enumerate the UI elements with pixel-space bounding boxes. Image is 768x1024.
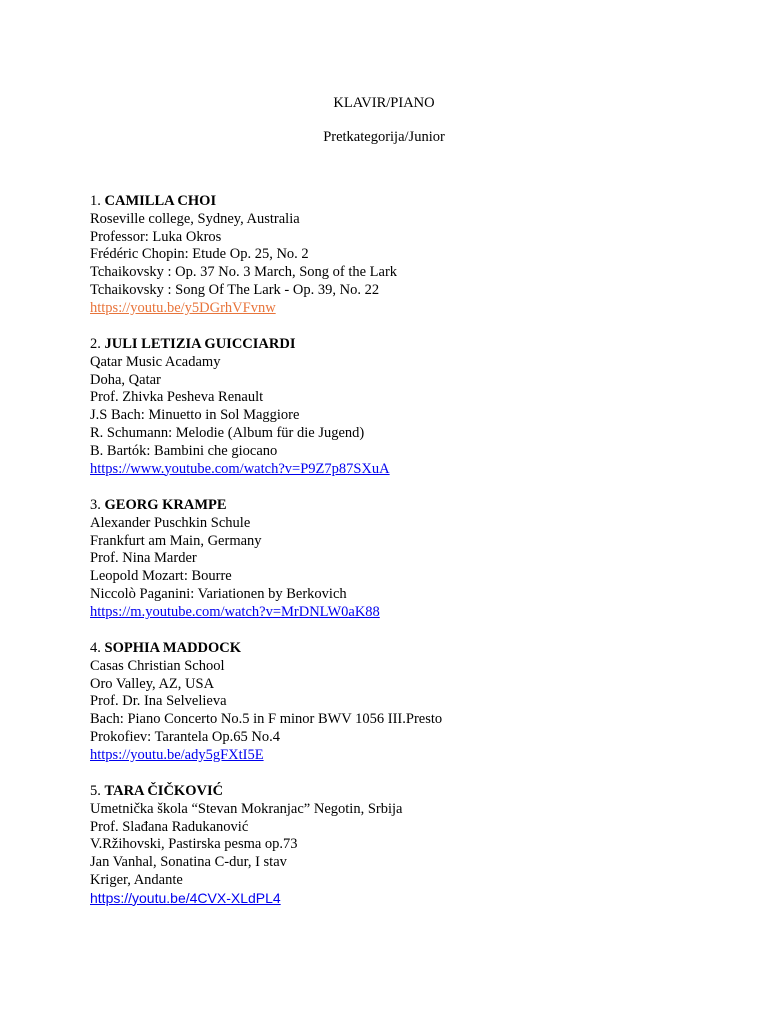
entry-2 bbox=[90, 336, 730, 478]
entry-5 bbox=[90, 783, 730, 909]
entry-number: 2. bbox=[90, 336, 101, 352]
entry-name: CAMILLA CHOI bbox=[104, 193, 217, 209]
entry-number: 4. bbox=[90, 640, 101, 656]
entry-line: Niccolò Paganini: Variationen by Berkovich bbox=[90, 585, 347, 602]
entry-line: Kriger, Andante bbox=[90, 871, 183, 888]
document-title: KLAVIR/PIANO bbox=[333, 95, 435, 111]
entry-line: Prof. Zhivka Pesheva Renault bbox=[90, 389, 264, 406]
entry-heading bbox=[90, 640, 730, 658]
entry-line: B. Bartók: Bambini che giocano bbox=[90, 442, 278, 459]
entry-line: Prof. Nina Marder bbox=[90, 550, 197, 567]
entry-line: Professor: Luka Okros bbox=[90, 228, 222, 245]
entry-line: Bach: Piano Concerto No.5 in F minor BWV 1056 III.Presto bbox=[90, 711, 443, 728]
video-link[interactable]: https://youtu.be/y5DGrhVFvnw bbox=[90, 299, 276, 316]
entry-line: Leopold Mozart: Bourre bbox=[90, 568, 232, 585]
entry-line: Doha, Qatar bbox=[90, 371, 161, 388]
entry-1 bbox=[90, 193, 730, 318]
entry-line: V.Ržihovski, Pastirska pesma op.73 bbox=[90, 836, 298, 853]
entry-line: Tchaikovsky : Op. 37 No. 3 March, Song of the Lark bbox=[90, 264, 398, 281]
entry-line: Prof. Dr. Ina Selvelieva bbox=[90, 693, 227, 710]
entry-line: Frankfurt am Main, Germany bbox=[90, 532, 262, 549]
entry-line: Jan Vanhal, Sonatina C-dur, I stav bbox=[90, 854, 287, 871]
entry-line: Umetnička škola “Stevan Mokranjac” Negotin, Srbija bbox=[90, 800, 403, 817]
entry-number: 1. bbox=[90, 193, 101, 209]
entry-number: 5. bbox=[90, 783, 101, 799]
entry-line: Qatar Music Acadamy bbox=[90, 353, 221, 370]
entry-heading bbox=[90, 336, 730, 354]
entry-line: J.S Bach: Minuetto in Sol Maggiore bbox=[90, 407, 300, 424]
entry-name: TARA ČIČKOVIĆ bbox=[104, 783, 224, 799]
entry-line: Roseville college, Sydney, Australia bbox=[90, 210, 300, 227]
video-link[interactable]: https://youtu.be/4CVX-XLdPL4 bbox=[90, 889, 281, 906]
entry-line: Prof. Slađana Radukanović bbox=[90, 818, 249, 835]
entry-line: R. Schumann: Melodie (Album für die Jugend) bbox=[90, 424, 365, 441]
video-link[interactable]: https://www.youtube.com/watch?v=P9Z7p87SXuA bbox=[90, 460, 390, 477]
entry-name: JULI LETIZIA GUICCIARDI bbox=[104, 336, 296, 352]
entry-3 bbox=[90, 497, 730, 622]
entry-name: GEORG KRAMPE bbox=[104, 497, 227, 513]
entry-heading bbox=[90, 783, 730, 801]
entry-line: Casas Christian School bbox=[90, 657, 225, 674]
entry-line: Prokofiev: Tarantela Op.65 No.4 bbox=[90, 728, 280, 745]
entry-heading bbox=[90, 497, 730, 515]
entry-line: Alexander Puschkin Schule bbox=[90, 514, 251, 531]
entry-number: 3. bbox=[90, 497, 101, 513]
entry-heading bbox=[90, 193, 730, 211]
entry-line: Tchaikovsky : Song Of The Lark - Op. 39, No. 22 bbox=[90, 281, 380, 298]
document-subtitle: Pretkategorija/Junior bbox=[323, 129, 445, 145]
entry-name: SOPHIA MADDOCK bbox=[104, 640, 242, 656]
video-link[interactable]: https://m.youtube.com/watch?v=MrDNLW0aK88 bbox=[90, 603, 380, 620]
video-link[interactable]: https://youtu.be/ady5gFXtI5E bbox=[90, 746, 264, 763]
entry-line: Oro Valley, AZ, USA bbox=[90, 675, 215, 692]
entry-line: Frédéric Chopin: Etude Op. 25, No. 2 bbox=[90, 246, 309, 263]
entry-4 bbox=[90, 640, 730, 765]
